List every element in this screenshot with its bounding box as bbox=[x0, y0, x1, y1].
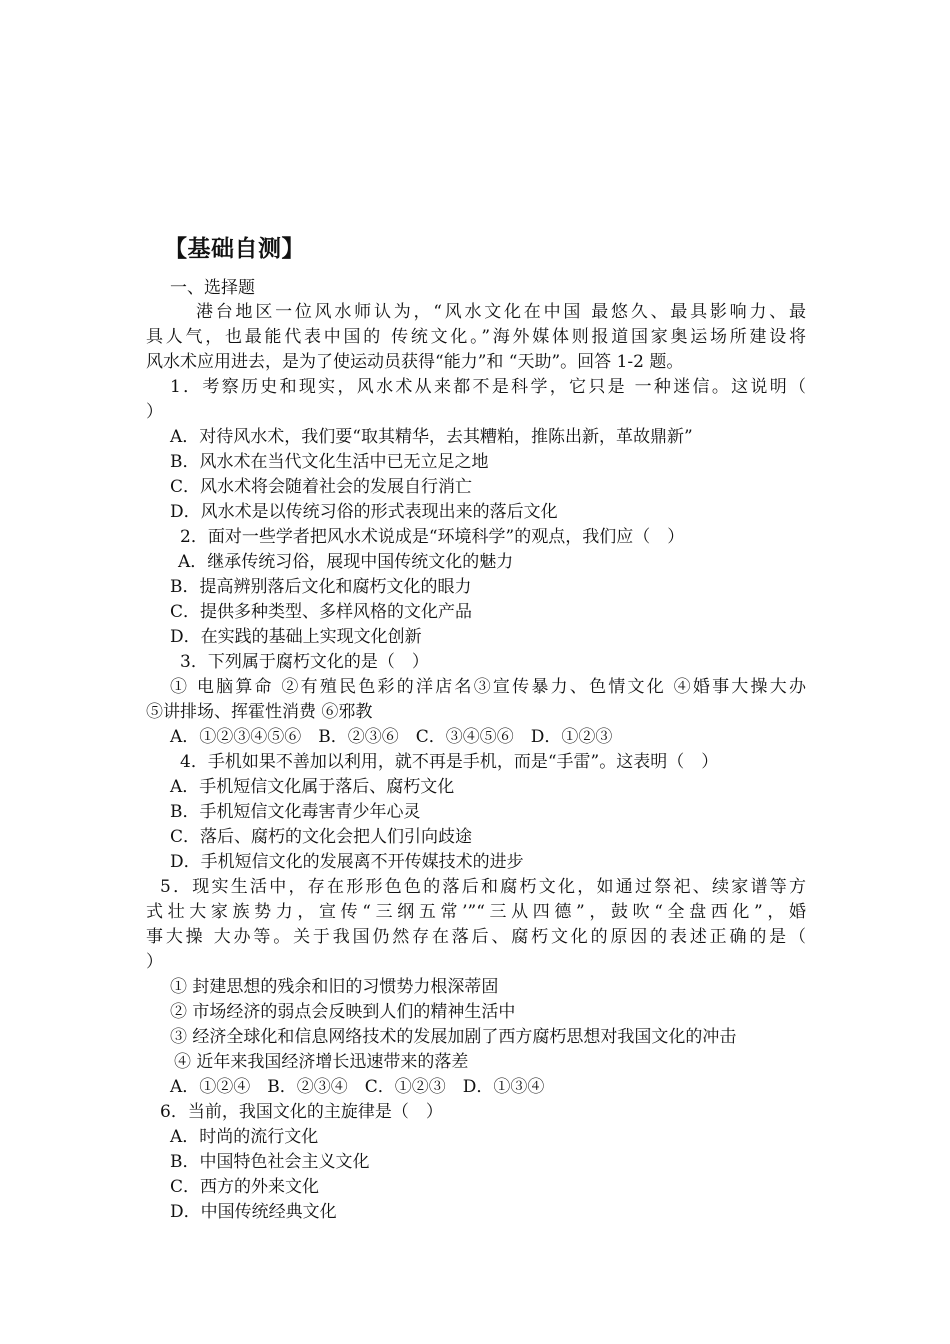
q4-stem: 4．手机如果不善加以利用，就不再是手机，而是“手雷”。这表明（ ） bbox=[180, 752, 719, 772]
q5-item-3: ③ 经济全球化和信息网络技术的发展加剧了西方腐朽思想对我国文化的冲击 bbox=[170, 1027, 737, 1047]
question-type-label: 一、选择题 bbox=[170, 278, 255, 298]
q5-stem-line-2: 式壮大家族势力，宣传“三纲五常’”“三从四德”，鼓吹“全盘西化”，婚 bbox=[146, 902, 806, 922]
q5-item-2: ② 市场经济的弱点会反映到人们的精神生活中 bbox=[170, 1002, 516, 1022]
q2-option-b: B．提高辨别落后文化和腐朽文化的眼力 bbox=[170, 577, 472, 597]
q5-item-1: ① 封建思想的残余和旧的习惯势力根深蒂固 bbox=[170, 977, 499, 997]
q6-stem: 6．当前，我国文化的主旋律是（ ） bbox=[160, 1102, 443, 1122]
q3-options: A．①②③④⑤⑥ B．②③⑥ C．③④⑤⑥ D．①②③ bbox=[170, 727, 613, 747]
q2-stem: 2．面对一些学者把风水术说成是“环境科学”的观点，我们应（ ） bbox=[180, 527, 685, 547]
q1-option-d: D．风水术是以传统习俗的形式表现出来的落后文化 bbox=[170, 502, 558, 522]
q1-option-b: B．风水术在当代文化生活中已无立足之地 bbox=[170, 452, 489, 472]
q2-option-d: D．在实践的基础上实现文化创新 bbox=[170, 627, 422, 647]
q5-stem-line-3: 事大操 大办等。关于我国仍然存在落后、腐朽文化的原因的表述正确的是（ bbox=[146, 927, 806, 947]
q2-option-c: C．提供多种类型、多样风格的文化产品 bbox=[170, 602, 473, 622]
q6-option-c: C．西方的外来文化 bbox=[170, 1177, 320, 1197]
q5-stem-line-1: 5．现实生活中，存在形形色色的落后和腐朽文化，如通过祭祀、续家谱等方 bbox=[160, 877, 806, 897]
q1-option-c: C．风水术将会随着社会的发展自行消亡 bbox=[170, 477, 473, 497]
q5-stem-line-4: ） bbox=[146, 952, 163, 972]
q6-option-a: A．时尚的流行文化 bbox=[170, 1127, 319, 1147]
q1-stem: 1．考察历史和现实，风水术从来都不是科学，它只是 一种迷信。这说明（ bbox=[170, 377, 806, 397]
q4-option-a: A．手机短信文化属于落后、腐朽文化 bbox=[170, 777, 455, 797]
q4-option-d: D．手机短信文化的发展离不开传媒技术的进步 bbox=[170, 852, 524, 872]
q6-option-b: B．中国特色社会主义文化 bbox=[170, 1152, 370, 1172]
q6-option-d: D．中国传统经典文化 bbox=[170, 1202, 337, 1222]
q3-items-line-1: ① 电脑算命 ②有殖民色彩的洋店名③宣传暴力、色情文化 ④婚事大操大办 bbox=[170, 677, 806, 697]
q4-option-c: C．落后、腐朽的文化会把人们引向歧途 bbox=[170, 827, 473, 847]
intro-line-1: 港台地区一位风水师认为，“风水文化在中国 最悠久、最具影响力、最 bbox=[196, 302, 806, 322]
section-heading: 【基础自测】 bbox=[164, 236, 305, 262]
q1-stem-cont: ） bbox=[146, 402, 163, 422]
intro-line-2: 具人气，也最能代表中国的 传统文化。”海外媒体则报道国家奥运场所建设将 bbox=[146, 327, 806, 347]
q5-options: A．①②④ B．②③④ C．①②③ D．①③④ bbox=[170, 1077, 545, 1097]
q1-option-a: A．对待风水术，我们要“取其精华，去其糟粕，推陈出新，革故鼎新” bbox=[170, 427, 693, 447]
q5-item-4: ④ 近年来我国经济增长迅速带来的落差 bbox=[174, 1052, 469, 1072]
q3-items-line-2: ⑤讲排场、挥霍性消费 ⑥邪教 bbox=[146, 702, 373, 722]
q2-option-a: A．继承传统习俗，展现中国传统文化的魅力 bbox=[178, 552, 514, 572]
q4-option-b: B．手机短信文化毒害青少年心灵 bbox=[170, 802, 421, 822]
q3-stem: 3．下列属于腐朽文化的是（ ） bbox=[180, 652, 429, 672]
intro-line-3: 风水术应用进去，是为了使运动员获得“能力”和 “天助”。回答 1-2 题。 bbox=[146, 352, 684, 372]
